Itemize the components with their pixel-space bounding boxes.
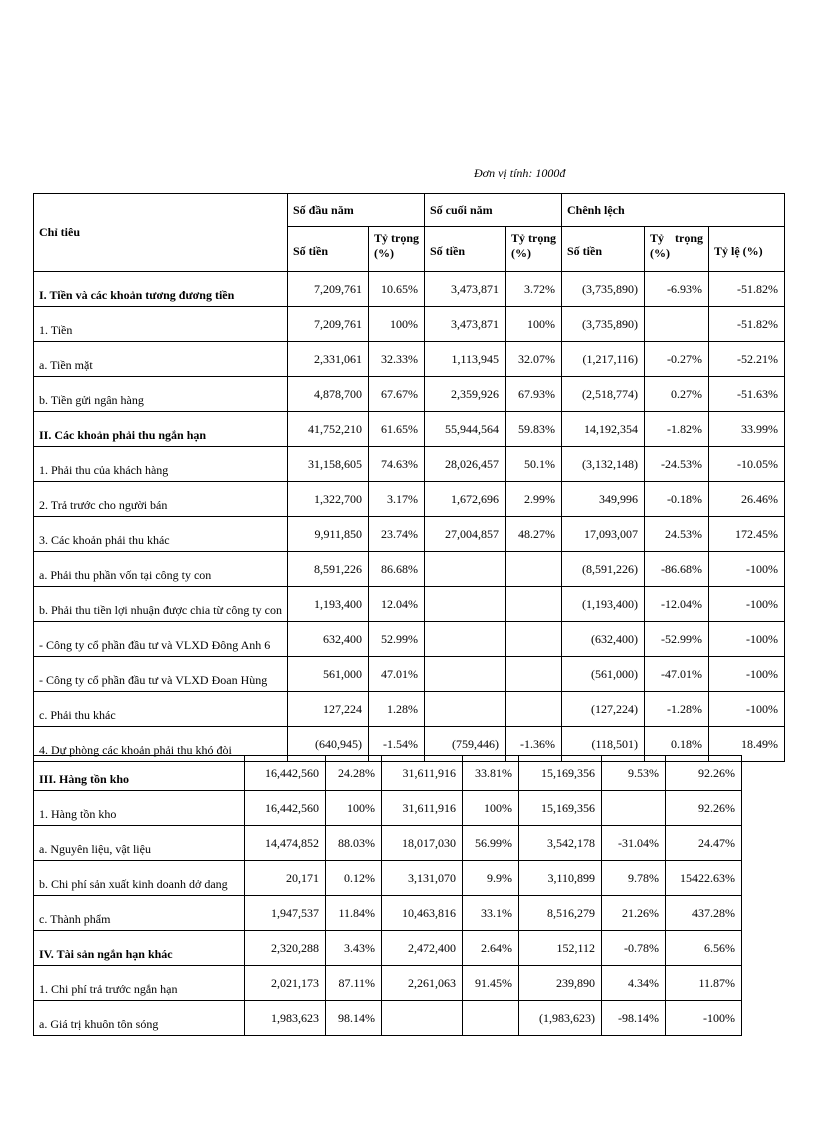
- row-label: c. Phải thu khác: [34, 692, 288, 727]
- so-tien-cuoi-nam: 1,672,696: [425, 482, 506, 517]
- header-so-tien: Số tiền: [425, 227, 506, 272]
- header-ty-b: trọng: [391, 231, 419, 245]
- so-tien-cuoi-nam: [425, 692, 506, 727]
- ty-trong-chenh-lech: -24.53%: [645, 447, 709, 482]
- header-ty-a: Tỷ: [374, 231, 389, 245]
- row-label: b. Tiền gửi ngân hàng: [34, 377, 288, 412]
- ty-trong-dau-nam: 100%: [326, 791, 382, 826]
- so-tien-dau-nam: 41,752,210: [288, 412, 369, 447]
- so-tien-chenh-lech: 8,516,279: [519, 896, 602, 931]
- ty-trong-dau-nam: 74.63%: [369, 447, 425, 482]
- so-tien-dau-nam: 2,021,173: [245, 966, 326, 1001]
- so-tien-dau-nam: 2,331,061: [288, 342, 369, 377]
- header-chenh-lech: Chênh lệch: [562, 194, 785, 227]
- so-tien-cuoi-nam: [425, 657, 506, 692]
- ty-le: 11.87%: [666, 966, 742, 1001]
- so-tien-dau-nam: 127,224: [288, 692, 369, 727]
- ty-trong-dau-nam: 52.99%: [369, 622, 425, 657]
- ty-le: 33.99%: [709, 412, 785, 447]
- ty-trong-cuoi-nam: 56.99%: [463, 826, 519, 861]
- header-ty-trong: [506, 227, 562, 272]
- so-tien-cuoi-nam: 3,131,070: [382, 861, 463, 896]
- asset-table-part-2: [33, 755, 742, 1036]
- ty-le: -100%: [666, 1001, 742, 1036]
- row-label: 1. Tiền: [34, 307, 288, 342]
- ty-trong-dau-nam: 1.28%: [369, 692, 425, 727]
- so-tien-chenh-lech: (1,217,116): [562, 342, 645, 377]
- so-tien-dau-nam: 561,000: [288, 657, 369, 692]
- so-tien-dau-nam: 20,171: [245, 861, 326, 896]
- ty-trong-dau-nam: 47.01%: [369, 657, 425, 692]
- ty-trong-dau-nam: 0.12%: [326, 861, 382, 896]
- ty-le: 18.49%: [709, 727, 785, 762]
- asset-table-part-1: [33, 193, 785, 762]
- row-label: c. Thành phẩm: [34, 896, 245, 931]
- table-row: [34, 896, 742, 931]
- so-tien-dau-nam: 7,209,761: [288, 307, 369, 342]
- ty-le: -100%: [709, 622, 785, 657]
- so-tien-cuoi-nam: 2,472,400: [382, 931, 463, 966]
- ty-trong-cuoi-nam: [506, 622, 562, 657]
- so-tien-cuoi-nam: 1,113,945: [425, 342, 506, 377]
- ty-trong-cuoi-nam: [506, 657, 562, 692]
- ty-trong-cuoi-nam: 9.9%: [463, 861, 519, 896]
- so-tien-cuoi-nam: 27,004,857: [425, 517, 506, 552]
- row-label: a. Tiền mặt: [34, 342, 288, 377]
- ty-trong-dau-nam: 24.28%: [326, 756, 382, 791]
- ty-trong-cuoi-nam: 32.07%: [506, 342, 562, 377]
- ty-trong-chenh-lech: 9.78%: [602, 861, 666, 896]
- ty-trong-cuoi-nam: 59.83%: [506, 412, 562, 447]
- so-tien-chenh-lech: (3,132,148): [562, 447, 645, 482]
- ty-trong-dau-nam: 67.67%: [369, 377, 425, 412]
- so-tien-chenh-lech: (3,735,890): [562, 307, 645, 342]
- so-tien-dau-nam: 1,983,623: [245, 1001, 326, 1036]
- so-tien-chenh-lech: (118,501): [562, 727, 645, 762]
- ty-trong-chenh-lech: [602, 791, 666, 826]
- ty-trong-cuoi-nam: [506, 552, 562, 587]
- ty-trong-dau-nam: 3.43%: [326, 931, 382, 966]
- so-tien-dau-nam: 1,193,400: [288, 587, 369, 622]
- ty-le: 15422.63%: [666, 861, 742, 896]
- so-tien-chenh-lech: (8,591,226): [562, 552, 645, 587]
- so-tien-chenh-lech: 14,192,354: [562, 412, 645, 447]
- ty-le: 172.45%: [709, 517, 785, 552]
- so-tien-cuoi-nam: [425, 622, 506, 657]
- so-tien-dau-nam: (640,945): [288, 727, 369, 762]
- so-tien-cuoi-nam: 3,473,871: [425, 307, 506, 342]
- row-label: a. Nguyên liệu, vật liệu: [34, 826, 245, 861]
- table-row: [34, 342, 785, 377]
- ty-le: 437.28%: [666, 896, 742, 931]
- so-tien-chenh-lech: 15,169,356: [519, 756, 602, 791]
- ty-trong-chenh-lech: 24.53%: [645, 517, 709, 552]
- row-label: b. Phải thu tiền lợi nhuận được chia từ công ty con: [34, 587, 288, 622]
- so-tien-cuoi-nam: 18,017,030: [382, 826, 463, 861]
- so-tien-chenh-lech: (3,735,890): [562, 272, 645, 307]
- ty-trong-chenh-lech: 4.34%: [602, 966, 666, 1001]
- ty-trong-chenh-lech: 0.27%: [645, 377, 709, 412]
- ty-trong-cuoi-nam: 2.64%: [463, 931, 519, 966]
- ty-trong-chenh-lech: -0.78%: [602, 931, 666, 966]
- so-tien-chenh-lech: 152,112: [519, 931, 602, 966]
- row-label: - Công ty cổ phần đầu tư và VLXD Đoan Hùng: [34, 657, 288, 692]
- ty-trong-chenh-lech: 21.26%: [602, 896, 666, 931]
- ty-trong-cuoi-nam: 100%: [463, 791, 519, 826]
- ty-trong-cuoi-nam: 48.27%: [506, 517, 562, 552]
- ty-trong-chenh-lech: -0.27%: [645, 342, 709, 377]
- so-tien-dau-nam: 14,474,852: [245, 826, 326, 861]
- ty-trong-chenh-lech: -0.18%: [645, 482, 709, 517]
- so-tien-chenh-lech: 239,890: [519, 966, 602, 1001]
- table-row: [34, 657, 785, 692]
- ty-trong-chenh-lech: -12.04%: [645, 587, 709, 622]
- row-label: 1. Hàng tồn kho: [34, 791, 245, 826]
- table-row: [34, 552, 785, 587]
- row-label: II. Các khoản phải thu ngắn hạn: [34, 412, 288, 447]
- header-so-tien: Số tiền: [288, 227, 369, 272]
- ty-trong-chenh-lech: -1.28%: [645, 692, 709, 727]
- ty-trong-chenh-lech: -47.01%: [645, 657, 709, 692]
- header-ty-c: (%): [650, 246, 670, 260]
- ty-trong-dau-nam: 32.33%: [369, 342, 425, 377]
- so-tien-cuoi-nam: 31,611,916: [382, 791, 463, 826]
- so-tien-chenh-lech: (2,518,774): [562, 377, 645, 412]
- header-ty-b: trọng: [528, 231, 556, 245]
- ty-trong-chenh-lech: -52.99%: [645, 622, 709, 657]
- row-label: a. Giá trị khuôn tôn sóng: [34, 1001, 245, 1036]
- ty-trong-chenh-lech: 0.18%: [645, 727, 709, 762]
- header-chi-tieu: Chỉ tiêu: [34, 194, 288, 272]
- table-row: [34, 931, 742, 966]
- so-tien-chenh-lech: 17,093,007: [562, 517, 645, 552]
- ty-le: 92.26%: [666, 756, 742, 791]
- table-row: [34, 272, 785, 307]
- ty-trong-dau-nam: 61.65%: [369, 412, 425, 447]
- ty-trong-chenh-lech: -98.14%: [602, 1001, 666, 1036]
- so-tien-chenh-lech: 3,110,899: [519, 861, 602, 896]
- so-tien-chenh-lech: 349,996: [562, 482, 645, 517]
- so-tien-dau-nam: 1,322,700: [288, 482, 369, 517]
- unit-label: Đơn vị tính: 1000đ: [474, 166, 566, 180]
- ty-le: -51.82%: [709, 307, 785, 342]
- so-tien-cuoi-nam: 2,261,063: [382, 966, 463, 1001]
- so-tien-dau-nam: 4,878,700: [288, 377, 369, 412]
- ty-trong-cuoi-nam: 100%: [506, 307, 562, 342]
- row-label: 1. Phải thu của khách hàng: [34, 447, 288, 482]
- header-ty-trong: [369, 227, 425, 272]
- so-tien-chenh-lech: (1,193,400): [562, 587, 645, 622]
- ty-trong-cuoi-nam: 33.81%: [463, 756, 519, 791]
- ty-trong-cuoi-nam: [506, 692, 562, 727]
- row-label: - Công ty cổ phần đầu tư và VLXD Đông Anh 6: [34, 622, 288, 657]
- ty-trong-chenh-lech: -31.04%: [602, 826, 666, 861]
- row-label: 4. Dự phòng các khoản phải thu khó đòi: [34, 727, 288, 762]
- so-tien-chenh-lech: 3,542,178: [519, 826, 602, 861]
- ty-le: 92.26%: [666, 791, 742, 826]
- so-tien-dau-nam: 7,209,761: [288, 272, 369, 307]
- ty-trong-cuoi-nam: 2.99%: [506, 482, 562, 517]
- ty-trong-dau-nam: 87.11%: [326, 966, 382, 1001]
- ty-trong-dau-nam: 3.17%: [369, 482, 425, 517]
- so-tien-dau-nam: 9,911,850: [288, 517, 369, 552]
- header-ty-trong: [645, 227, 709, 272]
- table-row: [34, 307, 785, 342]
- row-label: 2. Trả trước cho người bán: [34, 482, 288, 517]
- so-tien-cuoi-nam: 55,944,564: [425, 412, 506, 447]
- so-tien-cuoi-nam: 28,026,457: [425, 447, 506, 482]
- ty-trong-dau-nam: -1.54%: [369, 727, 425, 762]
- ty-le: -52.21%: [709, 342, 785, 377]
- ty-trong-chenh-lech: -1.82%: [645, 412, 709, 447]
- header-dau-nam: Số đầu năm: [288, 194, 425, 227]
- table-row: [34, 482, 785, 517]
- header-cuoi-nam: Số cuối năm: [425, 194, 562, 227]
- header-ty-c: (%): [511, 246, 531, 260]
- header-ty-le: Tỷ lệ (%): [709, 227, 785, 272]
- row-label: a. Phải thu phần vốn tại công ty con: [34, 552, 288, 587]
- so-tien-cuoi-nam: [382, 1001, 463, 1036]
- table-row: [34, 791, 742, 826]
- ty-trong-chenh-lech: -6.93%: [645, 272, 709, 307]
- so-tien-cuoi-nam: 10,463,816: [382, 896, 463, 931]
- header-ty-a: Tỷ: [650, 231, 665, 245]
- ty-le: -51.63%: [709, 377, 785, 412]
- header-ty-c: (%): [374, 246, 394, 260]
- row-label: 1. Chi phí trả trước ngắn hạn: [34, 966, 245, 1001]
- table-row: [34, 377, 785, 412]
- ty-trong-dau-nam: 88.03%: [326, 826, 382, 861]
- ty-trong-dau-nam: 10.65%: [369, 272, 425, 307]
- table-row: [34, 756, 742, 791]
- row-label: b. Chi phí sản xuất kinh doanh dở dang: [34, 861, 245, 896]
- ty-trong-dau-nam: 11.84%: [326, 896, 382, 931]
- ty-trong-cuoi-nam: -1.36%: [506, 727, 562, 762]
- so-tien-dau-nam: 8,591,226: [288, 552, 369, 587]
- ty-trong-dau-nam: 23.74%: [369, 517, 425, 552]
- ty-trong-cuoi-nam: 50.1%: [506, 447, 562, 482]
- table-row: [34, 966, 742, 1001]
- so-tien-dau-nam: 16,442,560: [245, 756, 326, 791]
- header-so-tien: Số tiền: [562, 227, 645, 272]
- ty-trong-cuoi-nam: 91.45%: [463, 966, 519, 1001]
- ty-le: -100%: [709, 692, 785, 727]
- row-label: III. Hàng tồn kho: [34, 756, 245, 791]
- so-tien-cuoi-nam: 31,611,916: [382, 756, 463, 791]
- so-tien-cuoi-nam: (759,446): [425, 727, 506, 762]
- so-tien-chenh-lech: (561,000): [562, 657, 645, 692]
- so-tien-chenh-lech: (127,224): [562, 692, 645, 727]
- table-row: [34, 826, 742, 861]
- header-ty-b: trọng: [675, 231, 703, 245]
- table-row: [34, 447, 785, 482]
- table-row: [34, 1001, 742, 1036]
- so-tien-chenh-lech: (632,400): [562, 622, 645, 657]
- table-row: [34, 412, 785, 447]
- table-row: [34, 861, 742, 896]
- header-ty-a: Tỷ: [511, 231, 526, 245]
- ty-trong-dau-nam: 86.68%: [369, 552, 425, 587]
- ty-le: -100%: [709, 552, 785, 587]
- so-tien-dau-nam: 1,947,537: [245, 896, 326, 931]
- ty-trong-chenh-lech: -86.68%: [645, 552, 709, 587]
- ty-trong-cuoi-nam: 3.72%: [506, 272, 562, 307]
- ty-trong-cuoi-nam: [463, 1001, 519, 1036]
- so-tien-chenh-lech: 15,169,356: [519, 791, 602, 826]
- ty-trong-cuoi-nam: 33.1%: [463, 896, 519, 931]
- table-row: [34, 692, 785, 727]
- ty-le: -100%: [709, 657, 785, 692]
- ty-trong-dau-nam: 12.04%: [369, 587, 425, 622]
- ty-trong-cuoi-nam: [506, 587, 562, 622]
- row-label: 3. Các khoản phải thu khác: [34, 517, 288, 552]
- so-tien-dau-nam: 31,158,605: [288, 447, 369, 482]
- so-tien-cuoi-nam: [425, 587, 506, 622]
- so-tien-dau-nam: 632,400: [288, 622, 369, 657]
- so-tien-cuoi-nam: 3,473,871: [425, 272, 506, 307]
- table-row: [34, 517, 785, 552]
- table-row: [34, 587, 785, 622]
- ty-le: 24.47%: [666, 826, 742, 861]
- so-tien-dau-nam: 2,320,288: [245, 931, 326, 966]
- so-tien-cuoi-nam: [425, 552, 506, 587]
- ty-trong-dau-nam: 100%: [369, 307, 425, 342]
- so-tien-chenh-lech: (1,983,623): [519, 1001, 602, 1036]
- ty-trong-chenh-lech: 9.53%: [602, 756, 666, 791]
- so-tien-cuoi-nam: 2,359,926: [425, 377, 506, 412]
- ty-le: -100%: [709, 587, 785, 622]
- ty-le: 6.56%: [666, 931, 742, 966]
- ty-trong-dau-nam: 98.14%: [326, 1001, 382, 1036]
- table-row: [34, 622, 785, 657]
- ty-trong-chenh-lech: [645, 307, 709, 342]
- ty-le: -51.82%: [709, 272, 785, 307]
- row-label: IV. Tài sản ngắn hạn khác: [34, 931, 245, 966]
- ty-le: 26.46%: [709, 482, 785, 517]
- ty-le: -10.05%: [709, 447, 785, 482]
- ty-trong-cuoi-nam: 67.93%: [506, 377, 562, 412]
- row-label: I. Tiền và các khoản tương đương tiền: [34, 272, 288, 307]
- so-tien-dau-nam: 16,442,560: [245, 791, 326, 826]
